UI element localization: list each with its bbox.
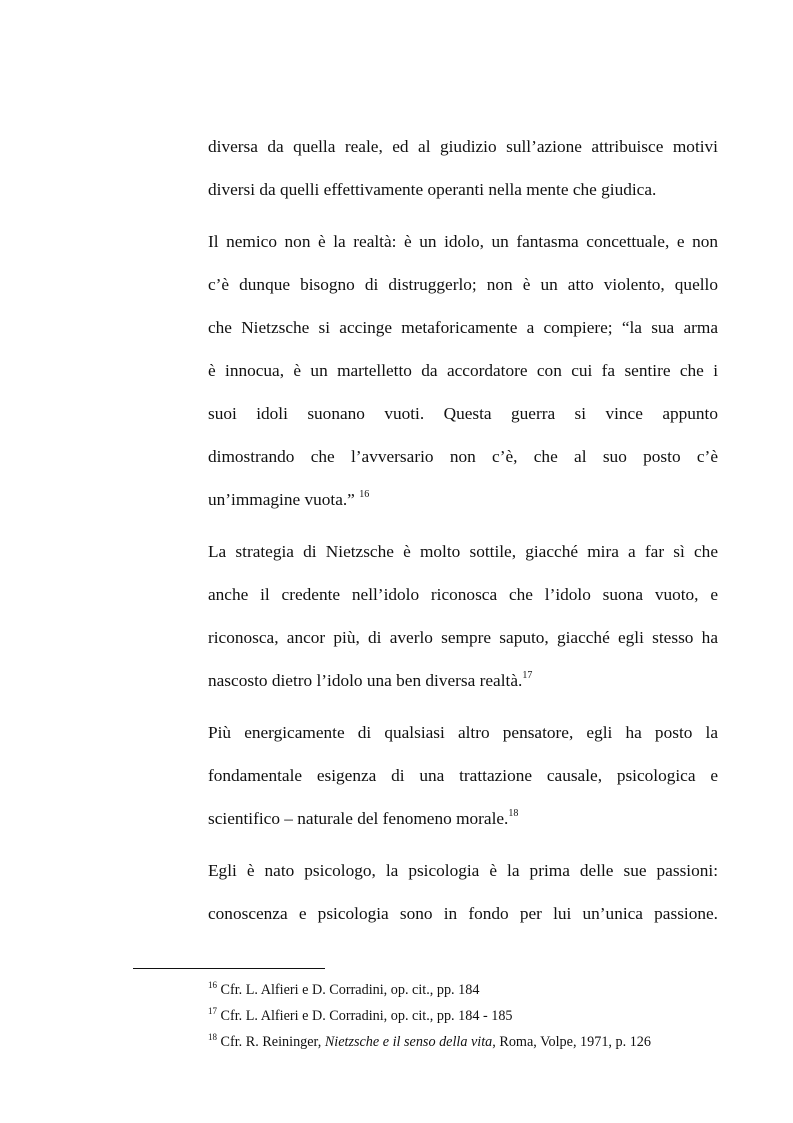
- footnote-book-title: Nietzsche e il senso della vita: [324, 1034, 493, 1050]
- text-line: suoi idoli suonano vuoti. Questa guerra si vince appunto: [208, 404, 718, 423]
- footnote-text: Cfr. L. Alfieri e D. Corradini, op. cit., pp. 184 - 185: [220, 1008, 513, 1024]
- footnote: [208, 978, 728, 1002]
- text-line-content: nascosto dietro l’idolo una ben diversa realtà.: [208, 671, 523, 690]
- text-line: Egli è nato psicologo, la psicologia è la prima delle sue passioni:: [208, 861, 718, 880]
- text-line-content: scientifico – naturale del fenomeno morale.: [208, 809, 509, 828]
- text-line: dimostrando che l’avversario non c’è, che al suo posto c’è: [208, 447, 718, 466]
- text-line: conoscenza e psicologia sono in fondo per lui un’unica passione.: [208, 904, 718, 923]
- footnote-number: 17: [208, 1006, 217, 1016]
- paragraph: [208, 220, 718, 521]
- text-line: La strategia di Nietzsche è molto sottile, giacché mira a far sì che: [208, 542, 718, 561]
- footnote-text: , Roma, Volpe, 1971, p. 126: [492, 1034, 651, 1050]
- text-line-content: un’immagine vuota.”: [208, 490, 355, 509]
- footnotes: [208, 978, 728, 1056]
- text-line: anche il credente nell’idolo riconosca che l’idolo suona vuoto, e: [208, 585, 718, 604]
- text-line: [208, 478, 718, 521]
- text-line: [208, 797, 718, 840]
- footnote-ref[interactable]: 18: [508, 808, 519, 819]
- text-line: Più energicamente di qualsiasi altro pensatore, egli ha posto la: [208, 723, 718, 742]
- text-line: diversa da quella reale, ed al giudizio sull’azione attribuisce motivi: [208, 137, 718, 156]
- text-line: che Nietzsche si accinge metaforicamente a compiere; “la sua arma: [208, 318, 718, 337]
- footnote-number: 18: [208, 1032, 217, 1042]
- text-line: diversi da quelli effettivamente operanti nella mente che giudica.: [208, 180, 657, 199]
- text-line: riconosca, ancor più, di averlo sempre saputo, giacché egli stesso ha: [208, 628, 718, 647]
- footnote-text: Cfr. L. Alfieri e D. Corradini, op. cit., pp. 184: [220, 982, 480, 998]
- paragraph: [208, 711, 718, 840]
- footnote-ref[interactable]: 17: [522, 670, 533, 681]
- body-text: [208, 125, 718, 944]
- text-line: [208, 659, 718, 702]
- paragraph: [208, 849, 718, 935]
- footnote-text: Cfr. R. Reininger,: [220, 1034, 325, 1050]
- footnote-number: 16: [208, 980, 217, 990]
- footnote-separator: [133, 968, 325, 969]
- text-line: c’è dunque bisogno di distruggerlo; non è un atto violento, quello: [208, 275, 718, 294]
- text-line: fondamentale esigenza di una trattazione causale, psicologica e: [208, 766, 718, 785]
- footnote: [208, 1004, 728, 1028]
- text-line: è innocua, è un martelletto da accordatore con cui fa sentire che i: [208, 361, 718, 380]
- footnote: [208, 1030, 728, 1054]
- paragraph: [208, 530, 718, 702]
- text-line: Il nemico non è la realtà: è un idolo, un fantasma concettuale, e non: [208, 232, 718, 251]
- footnote-ref[interactable]: 16: [359, 489, 370, 500]
- paragraph: [208, 125, 718, 211]
